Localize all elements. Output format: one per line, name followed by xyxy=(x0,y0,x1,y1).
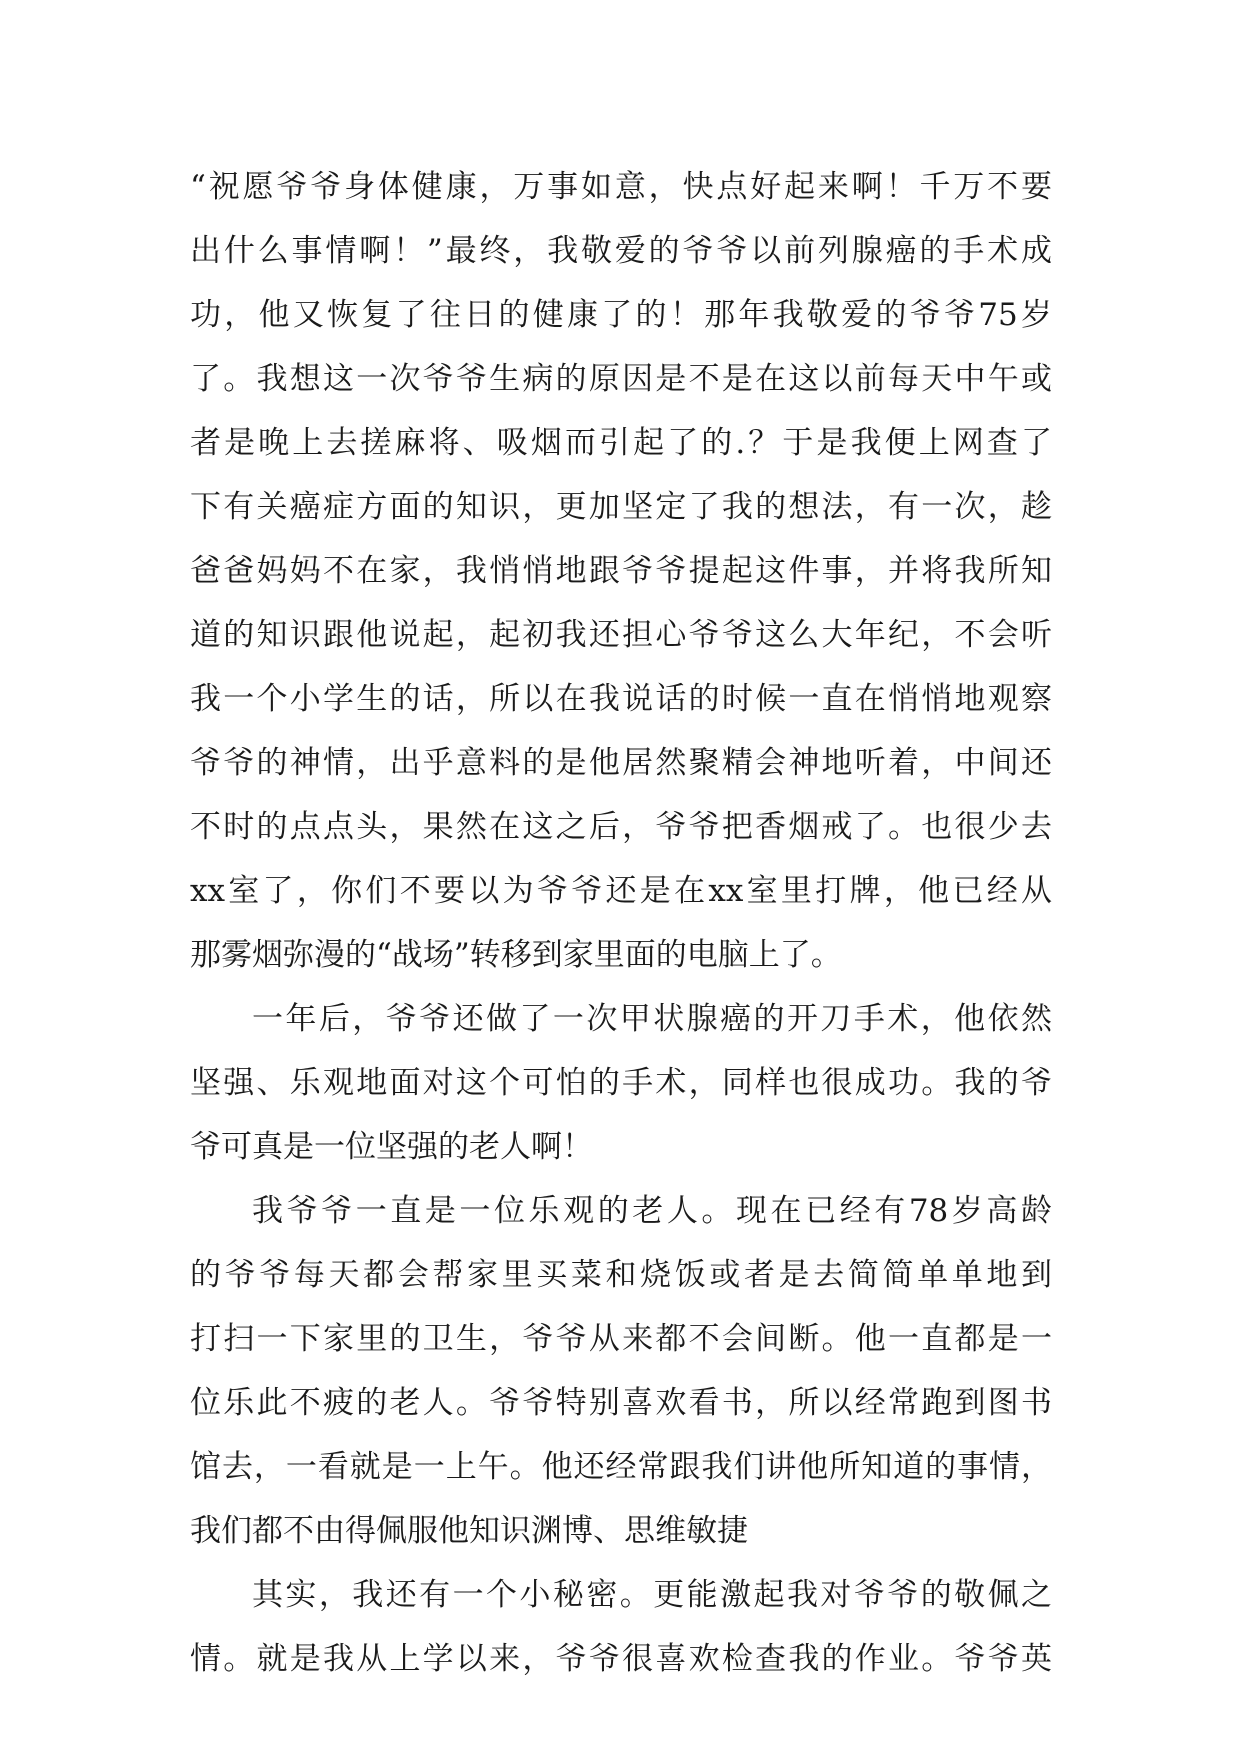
text-line: 的爷爷每天都会帮家里买菜和烧饭或者是去简简单单地到 xyxy=(190,1257,1052,1293)
text-line: 者是晚上去搓麻将、吸烟而引起了的.？于是我便上网查了 xyxy=(190,425,1052,461)
text-line: “祝愿爷爷身体健康，万事如意，快点好起来啊！千万不要 xyxy=(190,169,1052,205)
text-line: 道的知识跟他说起，起初我还担心爷爷这么大年纪，不会听 xyxy=(190,617,1052,653)
text-line: 下有关癌症方面的知识，更加坚定了我的想法，有一次，趁 xyxy=(190,489,1052,525)
body-text xyxy=(190,155,1052,1691)
text-line: 爷可真是一位坚强的老人啊！ xyxy=(190,1129,593,1165)
text-line: 打扫一下家里的卫生，爷爷从来都不会间断。他一直都是一 xyxy=(190,1321,1052,1357)
text-line: 不时的点点头，果然在这之后，爷爷把香烟戒了。也很少去 xyxy=(190,809,1052,845)
text-line: 那雾烟弥漫的“战场”转移到家里面的电脑上了。 xyxy=(190,937,842,973)
text-line: 其实，我还有一个小秘密。更能激起我对爷爷的敬佩之 xyxy=(252,1577,1052,1613)
text-line: 功，他又恢复了往日的健康了的！那年我敬爱的爷爷75岁 xyxy=(190,297,1052,333)
text-line: 情。就是我从上学以来，爷爷很喜欢检查我的作业。爷爷英 xyxy=(190,1641,1052,1677)
text-line: xx室了，你们不要以为爷爷还是在xx室里打牌，他已经从 xyxy=(190,873,1052,909)
text-line: 坚强、乐观地面对这个可怕的手术，同样也很成功。我的爷 xyxy=(190,1065,1052,1101)
text-line: 我一个小学生的话，所以在我说话的时候一直在悄悄地观察 xyxy=(190,681,1052,717)
text-line: 出什么事情啊！”最终，我敬爱的爷爷以前列腺癌的手术成 xyxy=(190,233,1052,269)
text-line: 爷爷的神情，出乎意料的是他居然聚精会神地听着，中间还 xyxy=(190,745,1052,781)
text-line: 位乐此不疲的老人。爷爷特别喜欢看书，所以经常跑到图书 xyxy=(190,1385,1052,1421)
text-line: 一年后，爷爷还做了一次甲状腺癌的开刀手术，他依然 xyxy=(252,1001,1052,1037)
text-line: 爸爸妈妈不在家，我悄悄地跟爷爷提起这件事，并将我所知 xyxy=(190,553,1052,589)
text-line: 我们都不由得佩服他知识渊博、思维敏捷 xyxy=(190,1513,748,1549)
text-line: 馆去，一看就是一上午。他还经常跟我们讲他所知道的事情， xyxy=(190,1449,1052,1485)
text-line: 了。我想这一次爷爷生病的原因是不是在这以前每天中午或 xyxy=(190,361,1052,397)
text-line: 我爷爷一直是一位乐观的老人。现在已经有78岁高龄 xyxy=(252,1193,1052,1229)
